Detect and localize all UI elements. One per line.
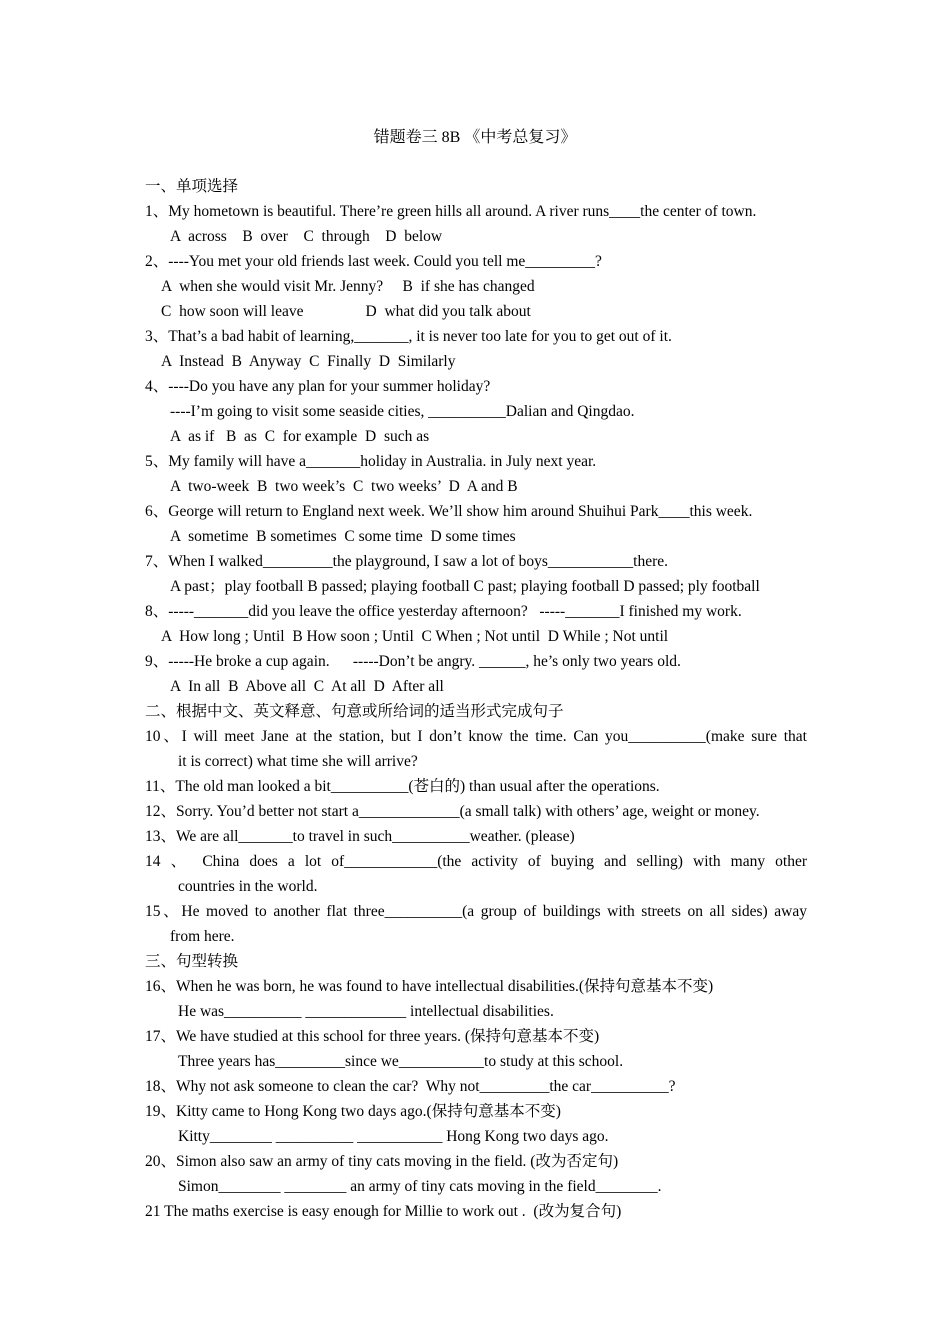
question-7-options: A past；play football B passed; playing football C past; playing football D passed; ply football (170, 578, 760, 595)
question-2: 2、----You met your old friends last week. Could you tell me_________? (145, 253, 602, 270)
question-21: 21 The maths exercise is easy enough for Millie to work out . (改为复合句) (145, 1203, 622, 1220)
question-2-options-ab: A when she would visit Mr. Jenny? B if she has changed (161, 278, 535, 295)
question-17-answer-line: Three years has_________since we___________to study at this school. (178, 1053, 624, 1070)
question-6-options: A sometime B sometimes C some time D some times (170, 528, 516, 545)
section-heading-complete-sentences: 二、根据中文、英文释意、句意或所给词的适当形式完成句子 (145, 703, 564, 720)
question-9-options: A In all B Above all C At all D After all (170, 678, 444, 695)
question-20: 20、Simon also saw an army of tiny cats moving in the field. (改为否定句) (145, 1153, 619, 1170)
question-8: 8、-----_______did you leave the office yesterday afternoon? -----_______I finished my work. (145, 603, 742, 620)
question-10-continued: it is correct) what time she will arrive? (178, 753, 418, 770)
question-15: 15、He moved to another flat three__________(a group of buildings with streets on all sides) away (145, 903, 807, 920)
worksheet-body (145, 174, 807, 1224)
question-6: 6、George will return to England next week. We’ll show him around Shuihui Park____this week. (145, 503, 753, 520)
question-14: 14 、 China does a lot of____________(the activity of buying and selling) with many other (145, 853, 807, 870)
section-heading-sentence-transformation: 三、句型转换 (145, 953, 239, 970)
question-19: 19、Kitty came to Hong Kong two days ago.(保持句意基本不变) (145, 1103, 561, 1120)
question-13: 13、We are all_______to travel in such__________weather. (please) (145, 828, 575, 845)
question-19-answer-line: Kitty________ __________ ___________ Hong Kong two days ago. (178, 1128, 609, 1145)
question-12: 12、Sorry. You’d better not start a_____________(a small talk) with others’ age, weight or money. (145, 803, 760, 820)
question-10: 10、I will meet Jane at the station, but I don’t know the time. Can you__________(make sure that (145, 728, 807, 745)
question-5-options: A two-week B two week’s C two weeks’ D A and B (170, 478, 518, 495)
question-15-continued: from here. (170, 928, 235, 945)
question-2-options-cd: C how soon will leave D what did you talk about (161, 303, 531, 320)
question-4-options: A as if B as C for example D such as (170, 428, 430, 445)
question-11: 11、The old man looked a bit__________(苍白的) than usual after the operations. (145, 778, 660, 795)
question-3-options: A Instead B Anyway C Finally D Similarly (161, 353, 456, 370)
section-heading-multiple-choice: 一、单项选择 (145, 178, 239, 195)
question-17: 17、We have studied at this school for three years. (保持句意基本不变) (145, 1028, 600, 1045)
question-16: 16、When he was born, he was found to have intellectual disabilities.(保持句意基本不变) (145, 978, 714, 995)
question-4: 4、----Do you have any plan for your summer holiday? (145, 378, 491, 395)
question-1: 1、My hometown is beautiful. There’re green hills all around. A river runs____the center of town. (145, 203, 757, 220)
question-8-options: A How long ; Until B How soon ; Until C When ; Not until D While ; Not until (161, 628, 669, 645)
question-20-answer-line: Simon________ ________ an army of tiny cats moving in the field________. (178, 1178, 662, 1195)
page-title: 错题卷三 8B 《中考总复习》 (373, 129, 577, 146)
question-18: 18、Why not ask someone to clean the car? Why not_________the car__________? (145, 1078, 676, 1095)
question-4-reply: ----I’m going to visit some seaside cities, __________Dalian and Qingdao. (170, 403, 635, 420)
question-1-options: A across B over C through D below (170, 228, 443, 245)
question-5: 5、My family will have a_______holiday in Australia. in July next year. (145, 453, 597, 470)
question-3: 3、That’s a bad habit of learning,_______, it is never too late for you to get out of it. (145, 328, 672, 345)
question-7: 7、When I walked_________the playground, I saw a lot of boys___________there. (145, 553, 669, 570)
question-9: 9、-----He broke a cup again. -----Don’t be angry. ______, he’s only two years old. (145, 653, 681, 670)
question-16-answer-line: He was__________ _____________ intellectual disabilities. (178, 1003, 554, 1020)
question-14-continued: countries in the world. (178, 878, 318, 895)
